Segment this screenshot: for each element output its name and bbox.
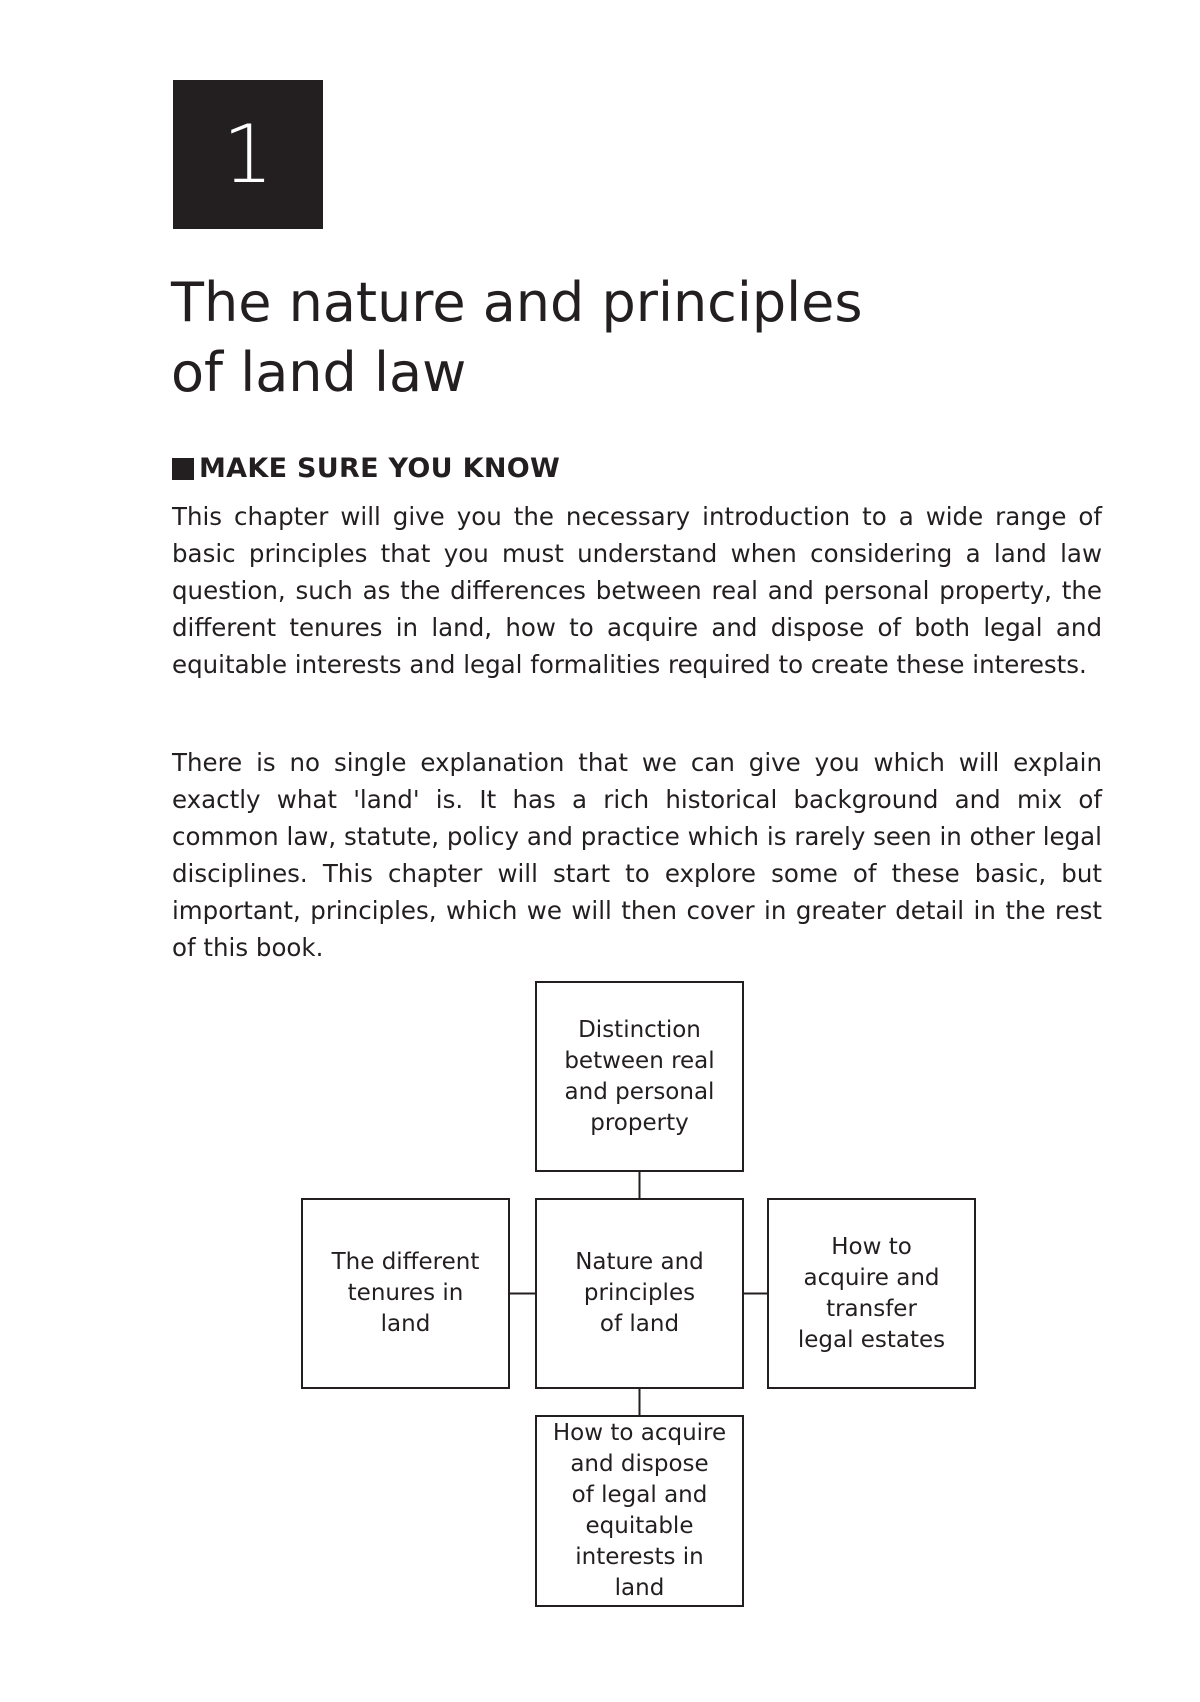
intro-paragraph-2: There is no single explanation that we can give you which will explain exactly what 'land' is. It has a rich historical background and mix of common law, statute, policy and practice which is rarely seen in other legal disciplines. This chapter will start to explore some of these basic, but important, principles, which we will then cover in greater detail in the rest of this book. [172, 748, 1102, 962]
chapter-title-line-2: of land law [171, 341, 467, 404]
diagram-node-center: Nature and principles of land [535, 1198, 744, 1389]
section-heading-text: MAKE SURE YOU KNOW [199, 453, 561, 484]
diagram-node-legal-estates: How to acquire and transfer legal estates [767, 1198, 976, 1389]
square-bullet-icon [172, 458, 194, 480]
chapter-title [171, 268, 1071, 408]
diagram-node-equitable-interests: How to acquire and dispose of legal and equitable interests in land [535, 1415, 744, 1607]
chapter-number-box [173, 80, 323, 229]
intro-paragraph-1: This chapter will give you the necessary introduction to a wide range of basic principles that you must understand when considering a land law question, such as the differences between real and personal property, the different tenures in land, how to acquire and dispose of both legal and equitable interests and legal formalities required to create these interests. [172, 502, 1102, 679]
diagram-node-real-personal-property: Distinction between real and personal property [535, 981, 744, 1172]
section-heading [172, 452, 560, 486]
chapter-title-line-1: The nature and principles [171, 271, 863, 334]
chapter-number: 1 [222, 107, 274, 201]
diagram-node-tenures: The different tenures in land [301, 1198, 510, 1389]
